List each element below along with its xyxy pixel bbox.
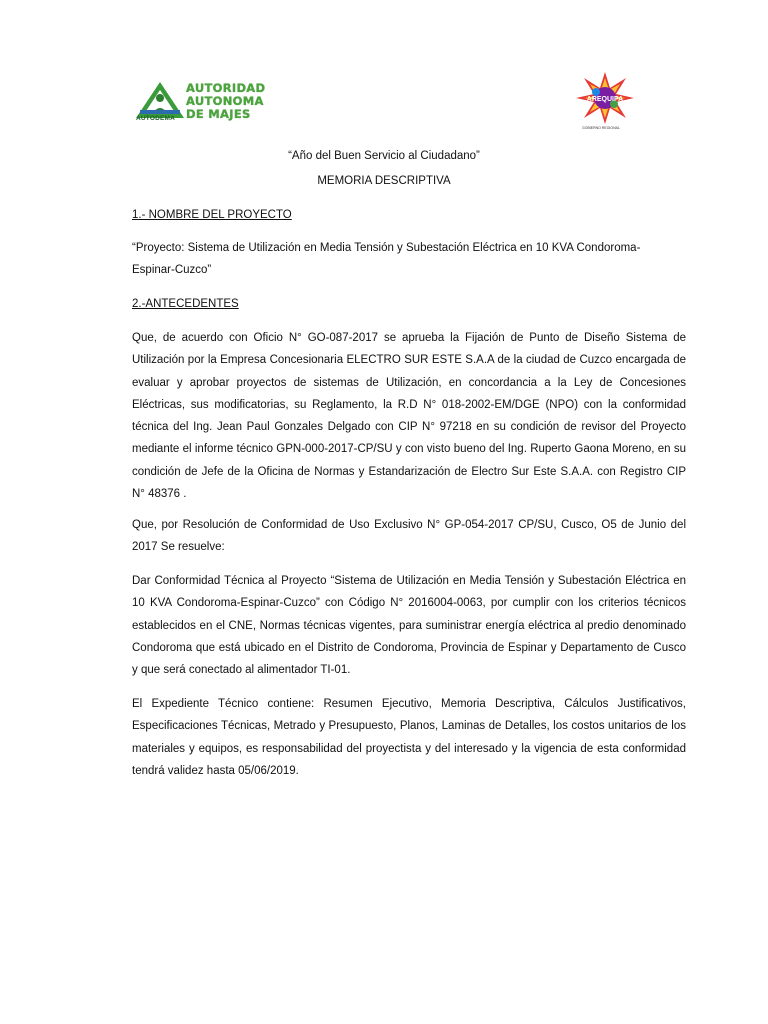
paragraph-antecedentes-2: Que, por Resolución de Conformidad de Uso Exclusivo N° GP-054-2017 CP/SU, Cusco, O5 de Junio del 2017 Se resuelve: [132,519,686,554]
paragraph-antecedentes-1: Que, de acuerdo con Oficio N° GO-087-2017 se aprueba la Fijación de Punto de Diseño Sistema de Utilización por la Empresa Concesionaria ELECTRO SUR ESTE S.A.A de la ciudad de Cuzco encargada de evaluar y aprobar proyectos de sistemas de Utilización, en concordancia a la Ley de Concesiones Eléctricas, sus modificatorias, su Reglamento, la R.D N° 018-2002-EM/DGE (NPO) con la conformidad técnica del Ing. Jean Paul Gonzales Delgado con CIP N° 97218 en su condición de revisor del Proyecto mediante el informe técnico GPN-000-2017-CP/SU y con visto bueno del Ing. Ruperto Gaona Moreno, en su condición de Jefe de la Oficina de Normas y Estandarización de Electro Sur Este S.A.A. con Registro CIP N° 48376 . [132,332,686,501]
section1-project-line1: “Proyecto: Sistema de Utilización en Media Tensión y Subestación Eléctrica en 10 KVA Condoroma- [132,242,641,254]
brand-line-2: AUTONOMA [186,94,264,108]
section1-project-line2: Espinar-Cuzco” [132,264,212,276]
section1-heading: 1.- NOMBRE DEL PROYECTO [132,209,292,221]
arequipa-logo-text: AREQUIPA [586,96,624,103]
paragraph-antecedentes-4: El Expediente Técnico contiene: Resumen Ejecutivo, Memoria Descriptiva, Cálculos Justificativos, Especificaciones Técnicas, Metrado y Presupuesto, Planos, Laminas de Detalles, los costos unitarios de los materiales y equipos, es responsabilidad del proyectista y del interesado y la vigencia de esta conformidad tendrá validez hasta 05/06/2019. [132,698,686,777]
doc-title: MEMORIA DESCRIPTIVA [317,175,451,187]
brand-line-3: DE MAJES [186,107,251,121]
brand-line-1: AUTORIDAD [186,81,266,95]
autodema-emblem-icon [134,80,186,120]
arequipa-star-icon [574,70,636,126]
section2-heading: 2.-ANTECEDENTES [132,298,239,310]
motto: “Año del Buen Servicio al Ciudadano” [288,150,480,162]
autodema-sub-label: AUTODEMA [136,115,176,122]
paragraph-antecedentes-3: Dar Conformidad Técnica al Proyecto “Sistema de Utilización en Media Tensión y Subestación Eléctrica en 10 KVA Condoroma-Espinar-Cuzco” con Código N° 2016004-0063, por cumplir con los criterios técnicos establecidos en el CNE, Normas técnicas vigentes, para suministrar energía eléctrica al predio denominado Condoroma que está ubicado en el Distrito de Condoroma, Provincia de Espinar y Departamento de Cusco y que será conectado al alimentador TI-01. [132,575,686,677]
autodema-logo [134,80,274,128]
autodema-brand-name [186,82,265,121]
arequipa-logo [574,70,636,132]
arequipa-caption: GOBIERNO REGIONAL [582,126,620,130]
